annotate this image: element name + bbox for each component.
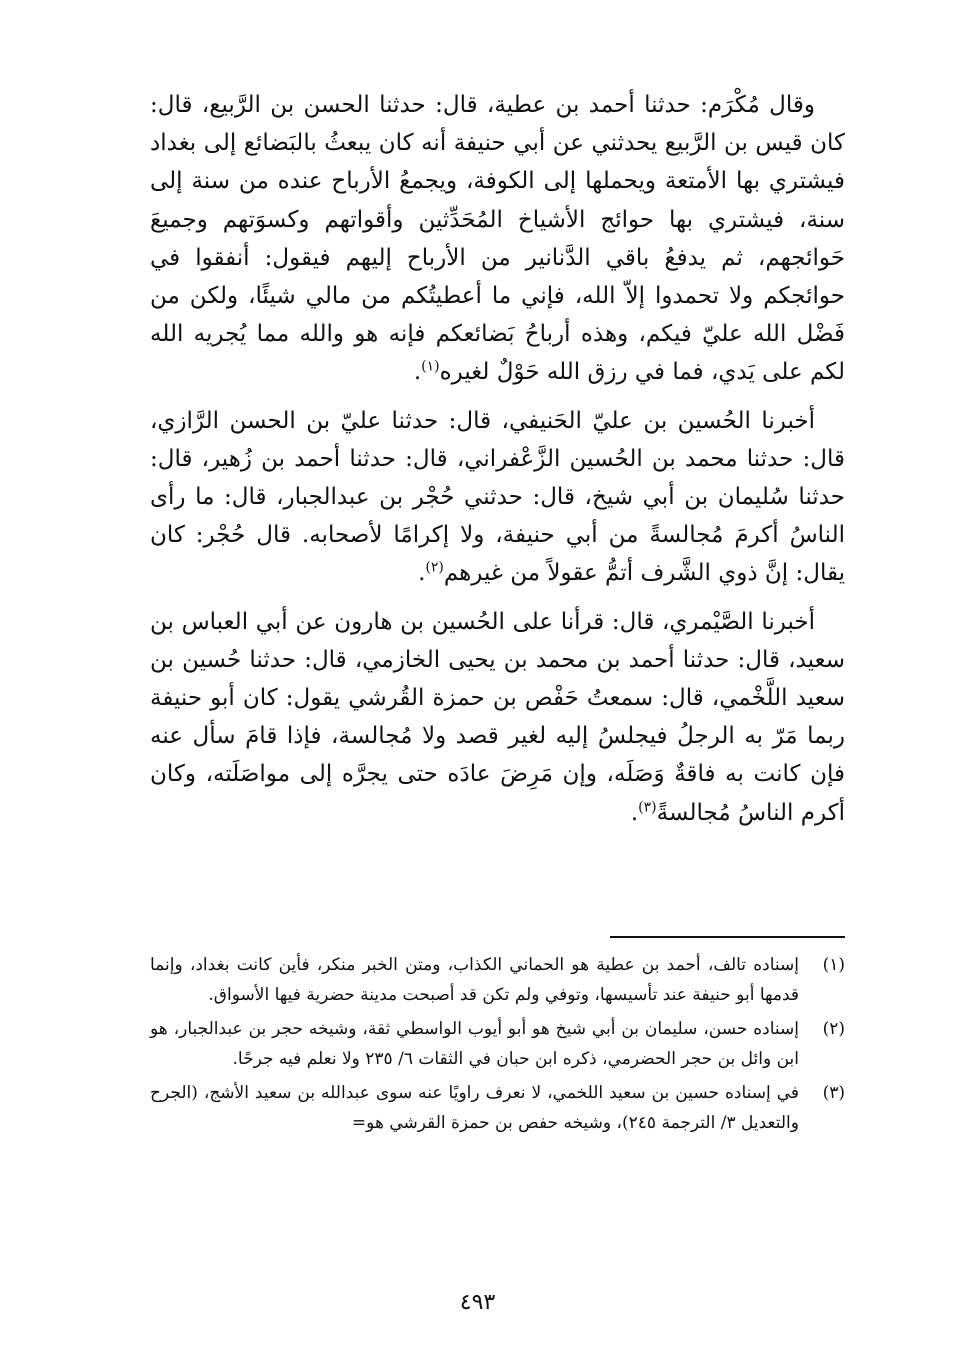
footnote-marker-3: (٣): [638, 799, 657, 815]
paragraph-1-end: .: [413, 359, 422, 386]
footnotes: [150, 950, 845, 1142]
footnote-divider: [610, 936, 845, 938]
page-number: ٤٩٣: [459, 1290, 496, 1315]
main-text: [150, 86, 845, 842]
paragraph-1-text: وقال مُكْرَم: حدثنا أحمد بن عطية، قال: حدثنا الحسن بن الرَّبيع، قال: كان قيس بن الرَّبيع يحدثني عن أبي حنيفة أنه كان يبعثُ بالبَضائع إلى بغداد فيشتري بها الأمتعة ويحملها إلى الكوفة، ويجمعُ الأرباح عنده من سنة إلى سنة، فيشتري بها حوائج الأشياخ المُحَدِّثين وأقواتهم وكسوَتهم وجميعَ حَوائجهم، ثم يدفعُ باقي الدَّنانير من الأرباح إليهم فيقول: أنفقوا في حوائجكم ولا تحمدوا إلاّ الله، فإني ما أعطيتُكم من مالي شيئًا، ولكن من فَضْل الله عليّ فيكم، وهذه أرباحُ بَضائعكم فإنه هو والله مما يُجريه الله لكم على يَدي، فما في رزق الله حَوْلٌ لغيره: [150, 92, 845, 386]
footnote-text: إسناده حسن، سليمان بن أبي شيخ هو أبو أيوب الواسطي ثقة، وشيخه حجر بن عبدالجبار، هو ابن وائل بن حجر الحضرمي، ذكره ابن حبان في الثقات ٦/ ٢٣٥ ولا نعلم فيه جرحًا.: [150, 1019, 799, 1069]
paragraph-2-text: أخبرنا الحُسين بن عليّ الحَنيفي، قال: حدثنا عليّ بن الحسن الرَّازي، قال: حدثنا محمد بن الحُسين الزَّعْفراني، قال: حدثنا أحمد بن زُهير، قال: حدثنا سُليمان بن أبي شيخ، قال: حدثني حُجْر بن عبدالجبار، قال: ما رأى الناسُ أكرمَ مُجالسةً من أبي حنيفة، ولا إكرامًا لأصحابه. قال حُجْر: كان يقال: إنَّ ذوي الشَّرف أتمُّ عقولاً من غيرهم: [150, 407, 845, 587]
footnote-text: إسناده تالف، أحمد بن عطية هو الحماني الكذاب، ومتن الخبر منكر، فأين كانت بغداد، وإنما قدمها أبو حنيفة عند تأسيسها، وتوفي ولم تكن قد أصبحت مدينة حضرية فيها الأسواق.: [150, 955, 799, 1005]
paragraph-3: [150, 603, 845, 832]
footnote-1: [150, 950, 845, 1010]
footnote-text: في إسناده حسين بن سعيد اللخمي، لا نعرف راويًا عنه سوى عبدالله بن سعيد الأشج، (الجرح والتعديل ٣/ الترجمة ٢٤٥)، وشيخه حفص بن حمزة القرشي هو=: [150, 1083, 799, 1133]
footnote-3: [150, 1078, 845, 1138]
footnote-marker-1: (١): [421, 358, 440, 375]
footnote-number: (٣): [822, 1083, 845, 1103]
paragraph-2-end: .: [418, 560, 426, 587]
paragraph-2: [150, 402, 845, 593]
paragraph-3-text: أخبرنا الصَّيْمري، قال: قرأنا على الحُسين بن هارون عن أبي العباس بن سعيد، قال: حدثنا أحمد بن محمد بن يحيى الخازمي، قال: حدثنا حُسين بن سعيد اللَّخْمي، قال: سمعتُ حَفْص بن حمزة القُرشي يقول: كان أبو حنيفة ربما مَرّ به الرجلُ فيجلسُ إليه لغير قصد ولا مُجالسة، فإذا قامَ سأل عنه فإن كانت به فاقةٌ وَصَلَه، وإن مَرِضَ عادَه حتى يجرَّه إلى مواصَلَته، وكان أكرم الناسُ مُجالسةً: [150, 608, 845, 826]
footnote-2: [150, 1014, 845, 1074]
footnote-marker-2: (٢): [425, 559, 444, 576]
footnote-number: (٢): [822, 1019, 845, 1039]
footnote-number: (١): [822, 955, 845, 975]
paragraph-1: [150, 86, 845, 392]
paragraph-3-end: .: [630, 799, 639, 826]
